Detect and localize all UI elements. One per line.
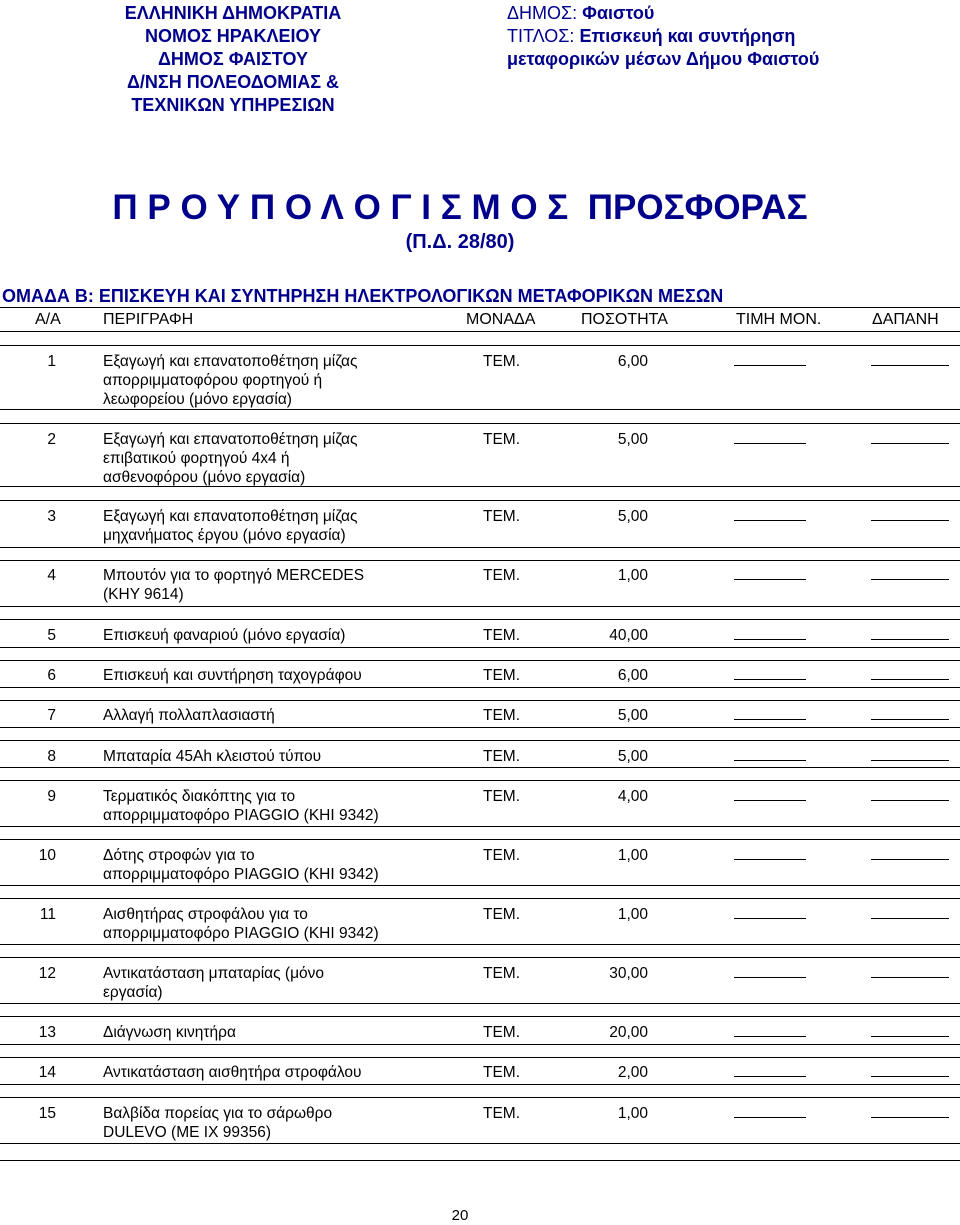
row-quantity: 1,00 xyxy=(617,906,648,923)
authority-line: ΝΟΜΟΣ ΗΡΑΚΛΕΙΟΥ xyxy=(145,26,321,46)
row-unit: ΤΕΜ. xyxy=(483,667,521,684)
table-rule xyxy=(0,331,960,332)
row-unit: ΤΕΜ. xyxy=(483,707,521,724)
group-title: ΟΜΑΔΑ Β: ΕΠΙΣΚΕΥΗ ΚΑΙ ΣΥΝΤΗΡΗΣΗ ΗΛΕΚΤΡΟΛΟΓΙΚΩΝ ΜΕΤΑΦΟΡΙΚΩΝ ΜΕΣΩΝ xyxy=(2,286,724,306)
table-rule xyxy=(0,1057,960,1058)
unit-price-blank xyxy=(734,1117,806,1118)
row-quantity: 4,00 xyxy=(617,788,648,805)
row-description: Επισκευή φαναριού (μόνο εργασία) xyxy=(103,627,346,644)
row-description: Αισθητήρας στροφάλου για το απορριμματοφόρο PIAGGIO (ΚΗΙ 9342) xyxy=(103,906,379,942)
row-description: Δότης στροφών για το απορριμματοφόρο PIAGGIO (ΚΗΙ 9342) xyxy=(103,847,379,883)
row-number: 15 xyxy=(38,1105,56,1122)
table-rule xyxy=(0,619,960,620)
cost-blank xyxy=(871,579,949,580)
cost-blank xyxy=(871,918,949,919)
row-quantity: 2,00 xyxy=(617,1064,648,1081)
row-number: 13 xyxy=(38,1024,56,1041)
row-unit: ΤΕΜ. xyxy=(483,508,521,525)
row-number: 11 xyxy=(39,906,56,923)
page-number: 20 xyxy=(451,1207,469,1224)
table-rule xyxy=(0,727,960,728)
table-rule xyxy=(0,767,960,768)
unit-price-blank xyxy=(734,579,806,580)
row-quantity: 6,00 xyxy=(617,667,648,684)
row-unit: ΤΕΜ. xyxy=(483,906,521,923)
municipality-label: ΔΗΜΟΣ: xyxy=(507,3,578,23)
row-unit: ΤΕΜ. xyxy=(483,1105,521,1122)
unit-price-blank xyxy=(734,800,806,801)
table-rule xyxy=(0,1044,960,1045)
authority-line: ΕΛΛΗΝΙΚΗ ΔΗΜΟΚΡΑΤΙΑ xyxy=(124,3,342,23)
row-unit: ΤΕΜ. xyxy=(483,847,521,864)
project-title-label: ΤΙΤΛΟΣ: xyxy=(507,26,575,46)
row-description: Αλλαγή πολλαπλασιαστή xyxy=(103,707,275,724)
table-rule xyxy=(0,826,960,827)
cost-blank xyxy=(871,679,949,680)
issuing-authority-block xyxy=(98,2,368,117)
row-number: 1 xyxy=(47,353,56,370)
row-number: 6 xyxy=(47,667,56,684)
cost-blank xyxy=(871,760,949,761)
table-rule xyxy=(0,560,960,561)
unit-price-blank xyxy=(734,918,806,919)
row-quantity: 5,00 xyxy=(617,431,648,448)
cost-blank xyxy=(871,1117,949,1118)
unit-price-blank xyxy=(734,859,806,860)
table-rule xyxy=(0,780,960,781)
project-meta-block xyxy=(507,2,927,71)
row-description: Επισκευή και συντήρηση ταχογράφου xyxy=(103,667,362,684)
row-number: 14 xyxy=(38,1064,56,1081)
project-title-value: Επισκευή και συντήρηση xyxy=(579,26,796,46)
row-description: Μπαταρία 45Ah κλειστού τύπου xyxy=(103,748,322,765)
row-number: 2 xyxy=(47,431,56,448)
row-unit: ΤΕΜ. xyxy=(483,1024,521,1041)
row-unit: ΤΕΜ. xyxy=(483,627,521,644)
row-unit: ΤΕΜ. xyxy=(483,748,521,765)
cost-blank xyxy=(871,639,949,640)
row-quantity: 5,00 xyxy=(617,748,648,765)
column-header-quantity: ΠΟΣΟΤΗΤΑ xyxy=(581,311,668,328)
document-subtitle: (Π.Δ. 28/80) xyxy=(405,231,515,253)
cost-blank xyxy=(871,520,949,521)
cost-blank xyxy=(871,800,949,801)
row-number: 3 xyxy=(47,508,56,525)
table-rule xyxy=(0,957,960,958)
table-rule xyxy=(0,1016,960,1017)
unit-price-blank xyxy=(734,760,806,761)
cost-blank xyxy=(871,977,949,978)
project-title-line xyxy=(507,25,927,48)
table-rule xyxy=(0,606,960,607)
row-unit: ΤΕΜ. xyxy=(483,965,521,982)
cost-blank xyxy=(871,365,949,366)
project-title-value-continued: μεταφορικών μέσων Δήμου Φαιστού xyxy=(507,49,820,69)
row-number: 10 xyxy=(38,847,56,864)
row-quantity: 40,00 xyxy=(609,627,648,644)
table-rule xyxy=(0,944,960,945)
table-rule xyxy=(0,687,960,688)
row-quantity: 1,00 xyxy=(617,847,648,864)
table-rule xyxy=(0,500,960,501)
column-header-cost: ΔΑΠΑΝΗ xyxy=(872,311,939,328)
row-description: Εξαγωγή και επανατοποθέτηση μίζας μηχανήματος έργου (μόνο εργασία) xyxy=(103,508,358,544)
cost-blank xyxy=(871,1036,949,1037)
unit-price-blank xyxy=(734,520,806,521)
table-rule xyxy=(0,1097,960,1098)
row-quantity: 1,00 xyxy=(617,1105,648,1122)
row-unit: ΤΕΜ. xyxy=(483,353,521,370)
row-unit: ΤΕΜ. xyxy=(483,567,521,584)
municipality-value: Φαιστού xyxy=(582,3,655,23)
row-unit: ΤΕΜ. xyxy=(483,1064,521,1081)
table-rule xyxy=(0,345,960,346)
table-rule xyxy=(0,423,960,424)
row-quantity: 5,00 xyxy=(617,508,648,525)
row-number: 9 xyxy=(47,788,56,805)
unit-price-blank xyxy=(734,639,806,640)
row-quantity: 1,00 xyxy=(617,567,648,584)
unit-price-blank xyxy=(734,1036,806,1037)
authority-line: ΤΕΧΝΙΚΩΝ ΥΠΗΡΕΣΙΩΝ xyxy=(131,95,335,115)
authority-line: Δ/ΝΣΗ ΠΟΛΕΟΔΟΜΙΑΣ & xyxy=(126,72,340,92)
row-description: Τερματικός διακόπτης για το απορριμματοφόρο PIAGGIO (ΚΗΙ 9342) xyxy=(103,788,379,824)
row-description: Αντικατάσταση αισθητήρα στροφάλου xyxy=(103,1064,362,1081)
row-description: Αντικατάσταση μπαταρίας (μόνο εργασία) xyxy=(103,965,324,1001)
table-rule xyxy=(0,660,960,661)
row-description: Βαλβίδα πορείας για το σάρωθρο DULEVO (ΜΕ ΙΧ 99356) xyxy=(103,1105,333,1141)
column-header-description: ΠΕΡΙΓΡΑΦΗ xyxy=(103,311,194,328)
table-rule xyxy=(0,1143,960,1144)
column-header-aa: Α/Α xyxy=(35,311,61,328)
row-number: 8 xyxy=(47,748,56,765)
table-rule xyxy=(0,839,960,840)
row-quantity: 5,00 xyxy=(617,707,648,724)
table-rule xyxy=(0,898,960,899)
unit-price-blank xyxy=(734,1076,806,1077)
column-header-unit: ΜΟΝΑΔΑ xyxy=(466,311,536,328)
table-rule xyxy=(0,307,960,308)
authority-line: ΔΗΜΟΣ ΦΑΙΣΤΟΥ xyxy=(157,49,308,69)
row-quantity: 30,00 xyxy=(609,965,648,982)
row-number: 7 xyxy=(47,707,56,724)
table-rule xyxy=(0,1084,960,1085)
row-number: 12 xyxy=(38,965,56,982)
document-title: Π Ρ Ο Υ Π Ο Λ Ο Γ Ι Σ Μ Ο Σ ΠΡΟΣΦΟΡΑΣ xyxy=(112,188,808,227)
row-quantity: 6,00 xyxy=(617,353,648,370)
cost-blank xyxy=(871,719,949,720)
table-rule xyxy=(0,1003,960,1004)
table-rule xyxy=(0,700,960,701)
row-quantity: 20,00 xyxy=(609,1024,648,1041)
row-description: Διάγνωση κινητήρα xyxy=(103,1024,236,1041)
cost-blank xyxy=(871,443,949,444)
table-rule xyxy=(0,547,960,548)
unit-price-blank xyxy=(734,443,806,444)
table-rule xyxy=(0,647,960,648)
unit-price-blank xyxy=(734,365,806,366)
row-number: 5 xyxy=(47,627,56,644)
unit-price-blank xyxy=(734,719,806,720)
table-rule xyxy=(0,409,960,410)
table-rule xyxy=(0,885,960,886)
table-rule xyxy=(0,740,960,741)
row-unit: ΤΕΜ. xyxy=(483,431,521,448)
row-description: Εξαγωγή και επανατοποθέτηση μίζας απορριμματοφόρου φορτηγού ή λεωφορείου (μόνο εργασία) xyxy=(103,353,358,408)
unit-price-blank xyxy=(734,679,806,680)
row-number: 4 xyxy=(47,567,56,584)
row-description: Εξαγωγή και επανατοποθέτηση μίζας επιβατικού φορτηγού 4x4 ή ασθενοφόρου (μόνο εργασία) xyxy=(103,431,358,486)
cost-blank xyxy=(871,859,949,860)
row-description: Μπουτόν για το φορτηγό MERCEDES (ΚΗΥ 9614) xyxy=(103,567,365,603)
municipality-line xyxy=(507,2,927,25)
column-header-unit-price: ΤΙΜΗ ΜΟΝ. xyxy=(736,311,822,328)
unit-price-blank xyxy=(734,977,806,978)
cost-blank xyxy=(871,1076,949,1077)
table-rule xyxy=(0,1160,960,1161)
row-unit: ΤΕΜ. xyxy=(483,788,521,805)
